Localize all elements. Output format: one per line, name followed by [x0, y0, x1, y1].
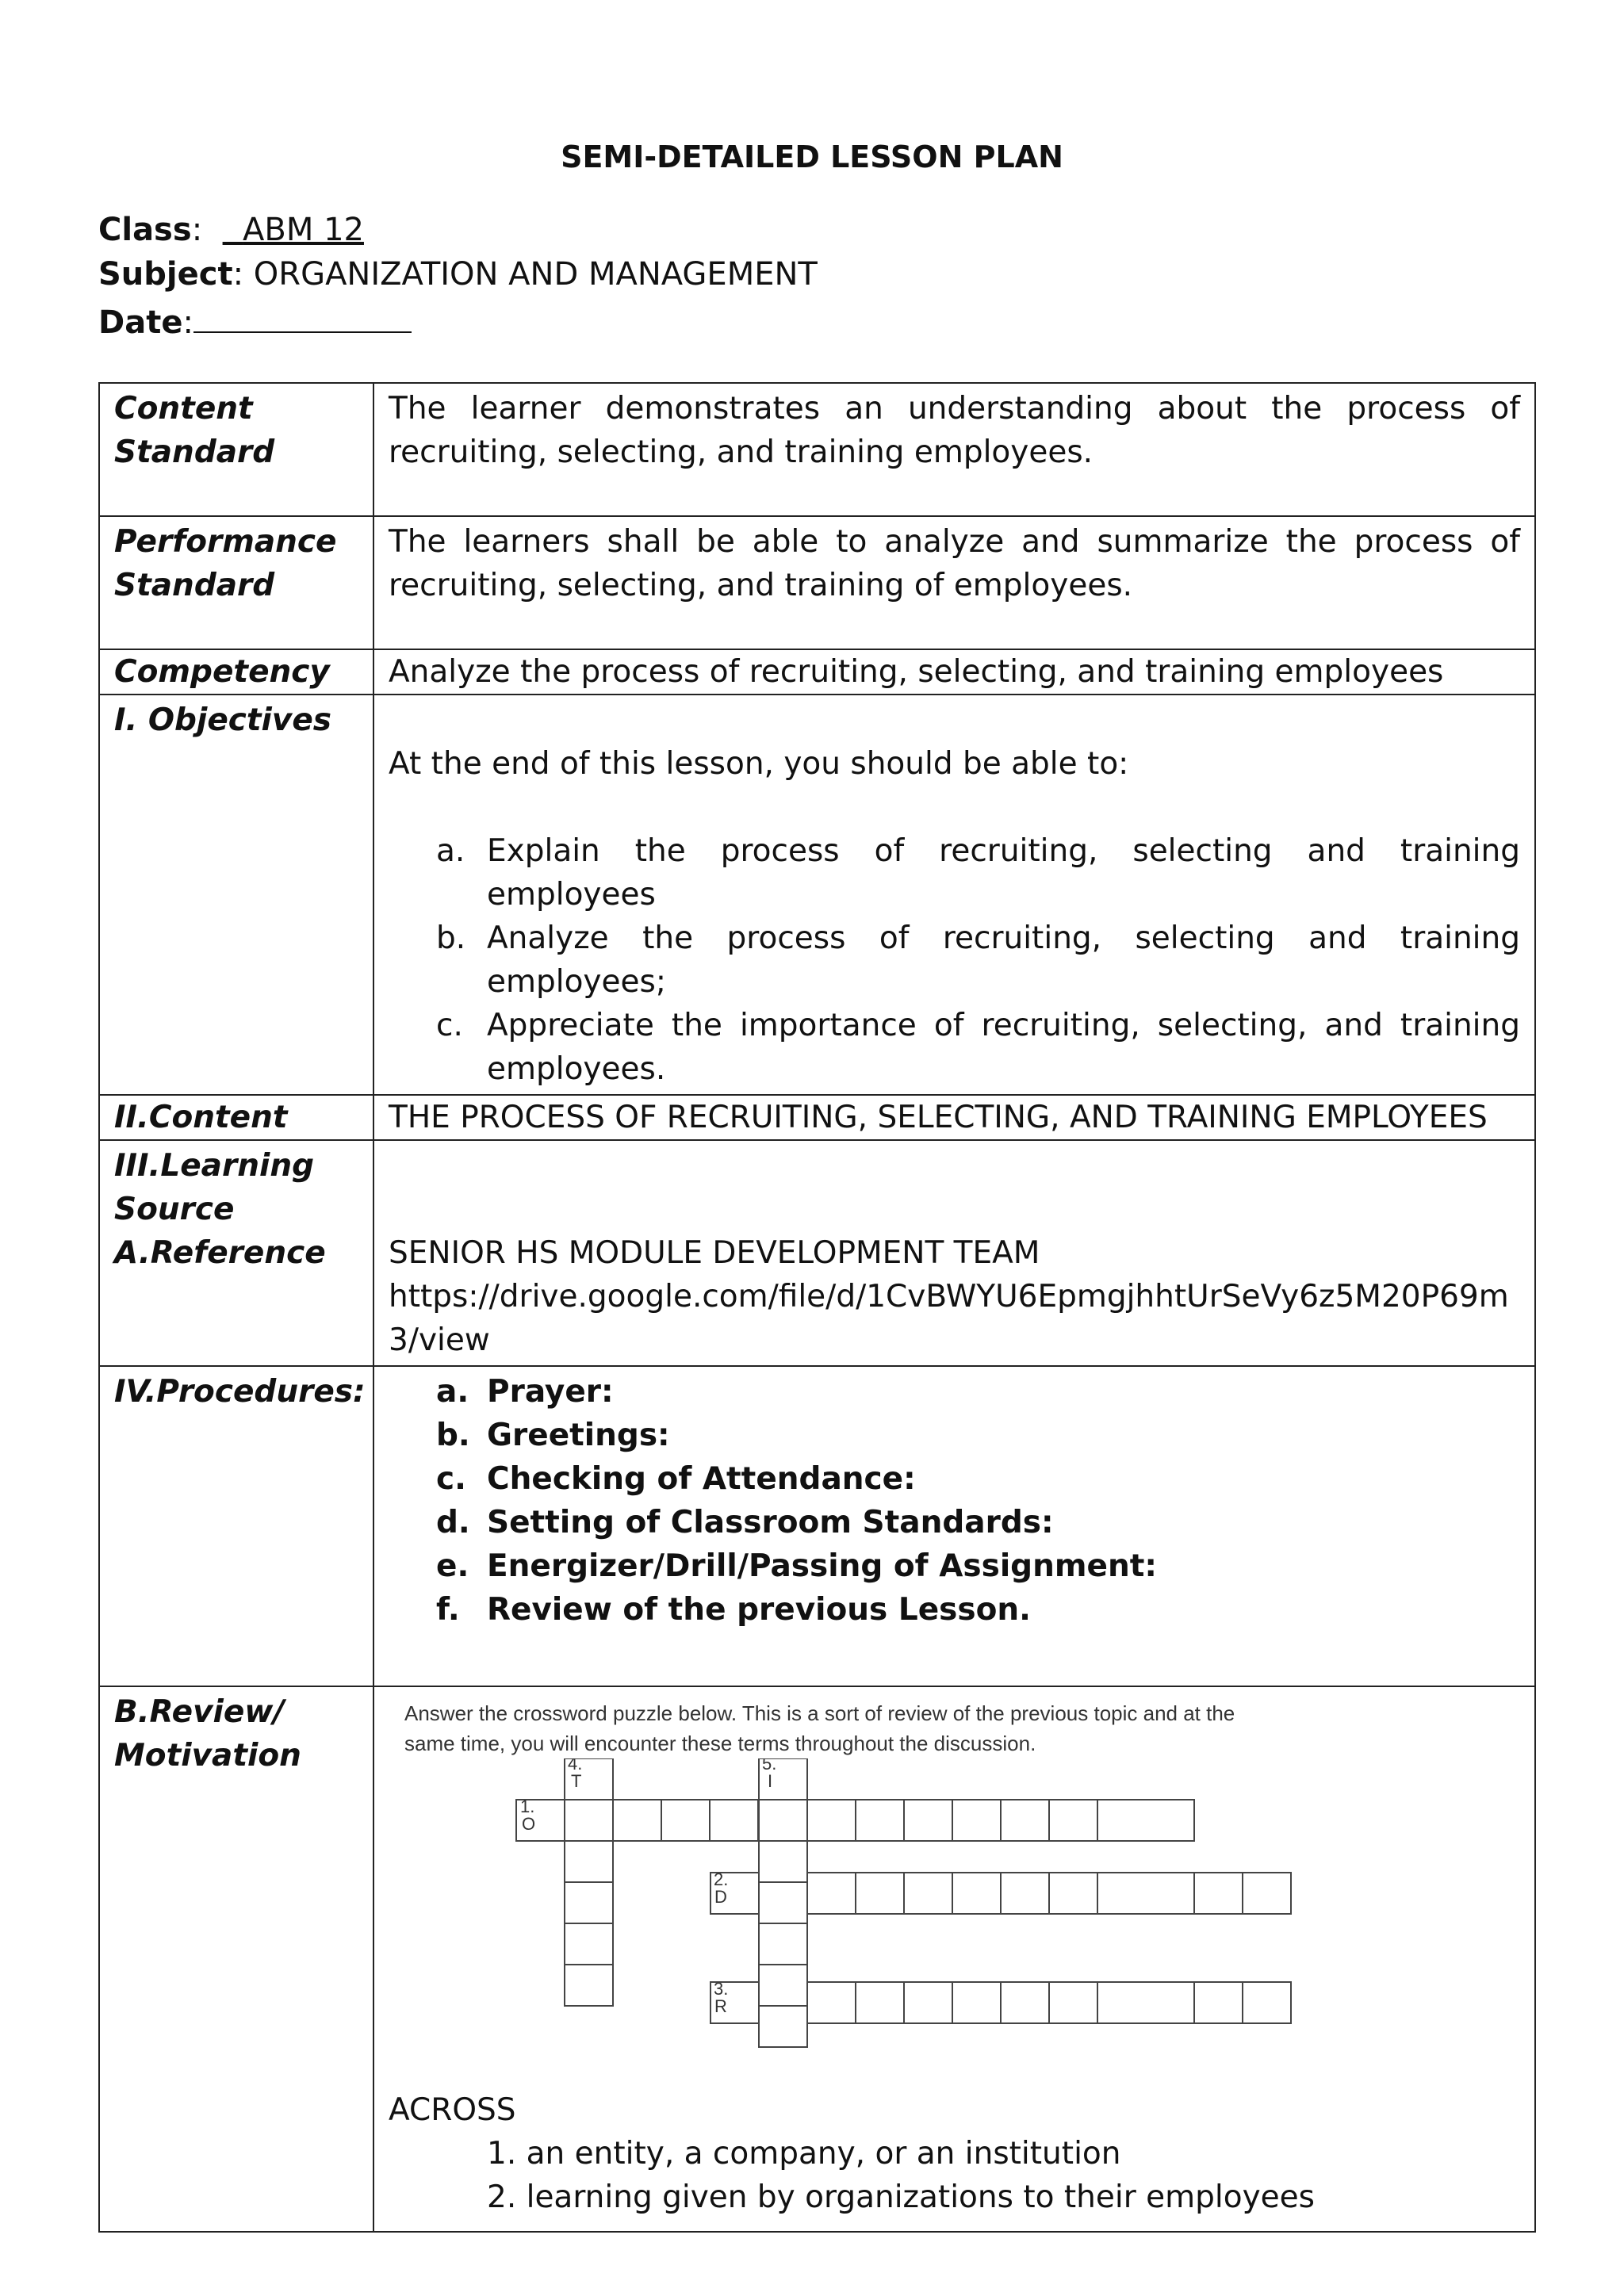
- clue-5-number: 5.: [762, 1758, 777, 1774]
- procedure-item: b. Greetings:: [436, 1418, 670, 1453]
- class-value: ABM 12: [243, 212, 364, 248]
- objectives-intro: At the end of this lesson, you should be able to:: [389, 746, 1129, 782]
- crossword-cell: [904, 1800, 952, 1841]
- objective-item: a. Explain the process of recruiting, selecting and training employees: [436, 833, 1520, 913]
- row-learning-source: [99, 1140, 1535, 1366]
- cell-learning-source: [373, 1140, 1535, 1366]
- crossword-cell: [1243, 1873, 1291, 1914]
- crossword-cell: [565, 1882, 613, 1923]
- crossword-cell: [759, 1965, 807, 2006]
- crossword-cell: [710, 1800, 758, 1841]
- clue-2-letter: D: [714, 1887, 727, 1907]
- objective-item: c. Appreciate the importance of recruiting, selecting, and training employees.: [436, 1008, 1520, 1087]
- across-heading: ACROSS: [389, 2092, 516, 2128]
- class-line: Class: ABM 12: [98, 212, 364, 248]
- clue-3-number: 3.: [714, 1979, 729, 1999]
- row-performance-standard: [99, 516, 1535, 649]
- label-learning-source: [99, 1140, 373, 1366]
- cell-objectives: [373, 695, 1535, 1095]
- procedure-item: e. Energizer/Drill/Passing of Assignment:: [436, 1548, 1157, 1584]
- reference-label: A.Reference: [114, 1235, 326, 1271]
- crossword-cell: [1001, 1982, 1049, 2023]
- clue-1-number: 1.: [520, 1797, 535, 1816]
- procedure-item: c. Checking of Attendance:: [436, 1461, 916, 1497]
- page-title: SEMI-DETAILED LESSON PLAN: [561, 140, 1063, 174]
- crossword-cell: [807, 1800, 856, 1841]
- clue-5-letter: I: [768, 1771, 773, 1791]
- label-performance-standard: Performance Standard: [99, 516, 373, 649]
- crossword-cell: [759, 1800, 807, 1841]
- clue-3-letter: R: [714, 1996, 727, 2016]
- text-content-standard: The learner demonstrates an understanding about the process of recruiting, selecting, and training employees.: [373, 383, 1535, 516]
- label-review: [99, 1686, 373, 2232]
- crossword-cell: [661, 1800, 710, 1841]
- crossword-cell: [1001, 1873, 1049, 1914]
- crossword-cell: [952, 1800, 1001, 1841]
- crossword-cell: [1194, 1873, 1243, 1914]
- text-competency: Analyze the process of recruiting, selecting, and training employees: [373, 649, 1535, 695]
- crossword-cell: [904, 1982, 952, 2023]
- crossword-cell: [759, 1923, 807, 1965]
- label-content-standard: Content Standard: [99, 383, 373, 516]
- crossword-cell: [1243, 1982, 1291, 2023]
- crossword-cell: [952, 1873, 1001, 1914]
- crossword-cell: [856, 1800, 904, 1841]
- learning-source-label: III.Learning Source: [114, 1148, 315, 1227]
- crossword-cell: [952, 1982, 1001, 2023]
- crossword-cell: [759, 1882, 807, 1923]
- crossword-cell: [565, 1841, 613, 1882]
- class-label: Class: [98, 212, 192, 248]
- crossword-cell: [1194, 1982, 1243, 2023]
- cell-procedures: [373, 1366, 1535, 1686]
- objectives-list: [389, 829, 1520, 1091]
- crossword-cell: [759, 2006, 807, 2047]
- crossword-cell: [759, 1841, 807, 1882]
- crossword-cell: [565, 1923, 613, 1965]
- crossword-cell: [856, 1982, 904, 2023]
- crossword-cell: [1049, 1982, 1097, 2023]
- subject-value: ORGANIZATION AND MANAGEMENT: [253, 256, 818, 293]
- motivation-label: Motivation: [114, 1738, 301, 1774]
- crossword-cell: [807, 1982, 856, 2023]
- reference-author: SENIOR HS MODULE DEVELOPMENT TEAM: [389, 1235, 1040, 1271]
- clue-2-number: 2.: [714, 1869, 729, 1889]
- procedure-item: d. Setting of Classroom Standards:: [436, 1505, 1054, 1540]
- crossword-cell: [904, 1873, 952, 1914]
- crossword-cell: [1049, 1873, 1097, 1914]
- subject-label: Subject: [98, 256, 233, 293]
- crossword-cell: [1049, 1800, 1097, 1841]
- crossword-grid: [389, 1758, 1293, 2107]
- across-clue-2: 2. learning given by organizations to their employees: [487, 2179, 1315, 2215]
- procedure-item: f. Review of the previous Lesson.: [436, 1592, 1031, 1628]
- text-content: THE PROCESS OF RECRUITING, SELECTING, AND TRAINING EMPLOYEES: [373, 1095, 1535, 1140]
- text-performance-standard: The learners shall be able to analyze and summarize the process of recruiting, selecting, and training of employees.: [373, 516, 1535, 649]
- row-content-standard: [99, 383, 1535, 516]
- lesson-plan-table: [98, 382, 1536, 2233]
- crossword-cell: [1097, 1873, 1194, 1914]
- crossword-cell: [613, 1800, 661, 1841]
- date-label: Date: [98, 304, 183, 341]
- review-label: B.Review/: [114, 1694, 285, 1730]
- objective-item: b. Analyze the process of recruiting, selecting and training employees;: [436, 920, 1520, 1000]
- crossword-cell: [1001, 1800, 1049, 1841]
- crossword-cell: [565, 1965, 613, 2006]
- clue-4-letter: T: [571, 1771, 582, 1791]
- crossword-instruction: Answer the crossword puzzle below. This is a sort of review of the previous topic and at the same time, you will encounter these terms throughout the discussion.: [404, 1701, 1235, 1755]
- crossword-cell: [807, 1873, 856, 1914]
- label-objectives: I. Objectives: [99, 695, 373, 1095]
- date-blank: [193, 297, 412, 333]
- crossword-cell: [856, 1873, 904, 1914]
- reference-url[interactable]: https://drive.google.com/file/d/1CvBWYU6EpmgjhhtUrSeVy6z5M20P69m3/view: [389, 1279, 1509, 1358]
- across-clue-1: 1. an entity, a company, or an institution: [487, 2136, 1121, 2172]
- cell-review: [373, 1686, 1535, 2232]
- crossword-cell: [565, 1800, 613, 1841]
- crossword-cell: [1097, 1800, 1194, 1841]
- clue-4-number: 4.: [568, 1758, 583, 1774]
- row-procedures: [99, 1366, 1535, 1686]
- subject-line: Subject: ORGANIZATION AND MANAGEMENT: [98, 256, 818, 293]
- row-competency: [99, 649, 1535, 695]
- label-competency: Competency: [99, 649, 373, 695]
- clue-1-letter: O: [522, 1814, 536, 1834]
- label-content: II.Content: [99, 1095, 373, 1140]
- row-review: [99, 1686, 1535, 2232]
- row-content: [99, 1095, 1535, 1140]
- crossword-cell: [1097, 1982, 1194, 2023]
- procedure-item: a. Prayer:: [436, 1374, 614, 1410]
- date-line: Date:: [98, 297, 412, 345]
- procedures-list: [389, 1370, 1520, 1632]
- row-objectives: [99, 695, 1535, 1095]
- label-procedures: IV.Procedures:: [99, 1366, 373, 1686]
